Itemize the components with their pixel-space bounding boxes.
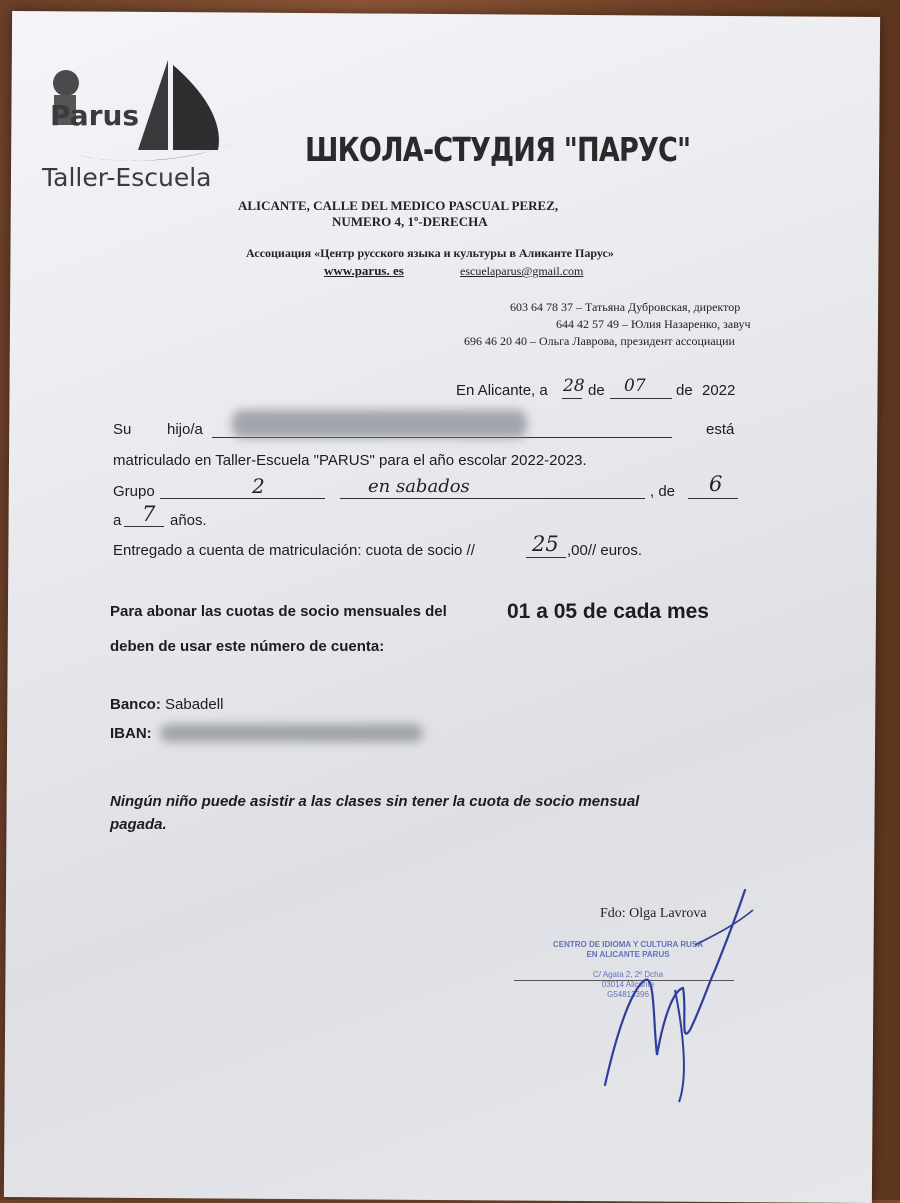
date-de-1: de	[588, 382, 605, 399]
hijo-label: hijo/a	[167, 421, 203, 438]
bank-row	[110, 696, 223, 713]
date-month: 07	[624, 376, 646, 396]
payment-dates: 01 a 05 de cada mes	[507, 600, 709, 623]
date-month-line	[610, 398, 672, 399]
contact-director: 603 64 78 37 – Татьяна Дубровская, директор	[510, 300, 741, 314]
day-line	[340, 498, 645, 499]
bank-label: Banco:	[110, 696, 161, 713]
contact-president: 696 46 20 40 – Ольга Лаврова, президент ассоциации	[464, 334, 735, 348]
amount-line	[526, 557, 566, 558]
grupo-line	[160, 498, 325, 499]
stamp-line-1: CENTRO DE IDIOMA Y CULTURA RUSA	[552, 940, 704, 949]
age-from-line	[688, 498, 738, 499]
signatory: Fdo: Olga Lavrova	[600, 906, 707, 921]
email-link[interactable]: escuelaparus@gmail.com	[460, 264, 584, 278]
notice-line-2: pagada.	[110, 816, 167, 833]
association-name: Ассоциация «Центр русского языка и культуры в Аликанте Парус»	[246, 246, 614, 260]
stamp-line-5: G54813396	[607, 990, 649, 999]
address-line-1: ALICANTE, CALLE DEL MEDICO PASCUAL PEREZ,	[238, 198, 559, 213]
notice-line-1: Ningún niño puede asistir a las clases sin tener la cuota de socio mensual	[110, 793, 640, 810]
date-day: 28	[563, 376, 585, 396]
grupo-value: 2	[252, 474, 265, 498]
anos-label: años.	[170, 512, 207, 529]
website-link[interactable]: www.parus. es	[324, 263, 404, 278]
bank-value: Sabadell	[165, 696, 224, 713]
amount-suffix: ,00// euros.	[567, 542, 643, 559]
stamp-line-3: C/ Agata 2, 2º Dcha	[592, 970, 664, 979]
handwritten-signature-icon	[575, 870, 775, 1110]
grupo-label: Grupo	[113, 483, 155, 500]
address-line-2: NUMERO 4, 1º-DERECHA	[332, 214, 488, 229]
age-to-value: 7	[142, 502, 156, 526]
date-de-2: de	[676, 382, 693, 399]
logo-brand-text: Parus	[50, 99, 140, 132]
redacted-iban	[160, 724, 423, 742]
payment-text-2: deben de usar este número de cuenta:	[110, 638, 385, 655]
stamp-line-2: EN ALICANTE PARUS	[586, 950, 670, 959]
de-label: , de	[650, 483, 676, 500]
iban-label: IBAN:	[110, 725, 152, 742]
age-to-line	[124, 526, 164, 527]
entregado-text: Entregado a cuenta de matriculación: cuota de socio //	[113, 542, 475, 559]
date-year: 2022	[702, 382, 736, 399]
school-title: ШКОЛА-СТУДИЯ "ПАРУС"	[305, 130, 691, 169]
matriculado-text: matriculado en Taller-Escuela "PARUS" para el año escolar 2022-2023.	[113, 452, 587, 469]
stamp-line-4: 03014 Alicante	[601, 980, 655, 989]
day-value: en sabados	[368, 476, 470, 497]
date-prefix: En Alicante, a	[456, 382, 548, 399]
age-from-value: 6	[709, 472, 723, 496]
logo-subtitle: Taller-Escuela	[42, 163, 212, 192]
esta-label: está	[706, 421, 735, 438]
redacted-child-name	[232, 410, 527, 438]
contact-head-teacher: 644 42 57 49 – Юлия Назаренко, завуч	[556, 317, 751, 331]
a-label: a	[113, 512, 122, 529]
payment-text-1: Para abonar las cuotas de socio mensuales del	[110, 603, 447, 620]
su-label: Su	[113, 421, 132, 438]
amount-value: 25	[532, 532, 559, 556]
school-logo	[38, 55, 238, 195]
date-day-line	[562, 398, 582, 399]
